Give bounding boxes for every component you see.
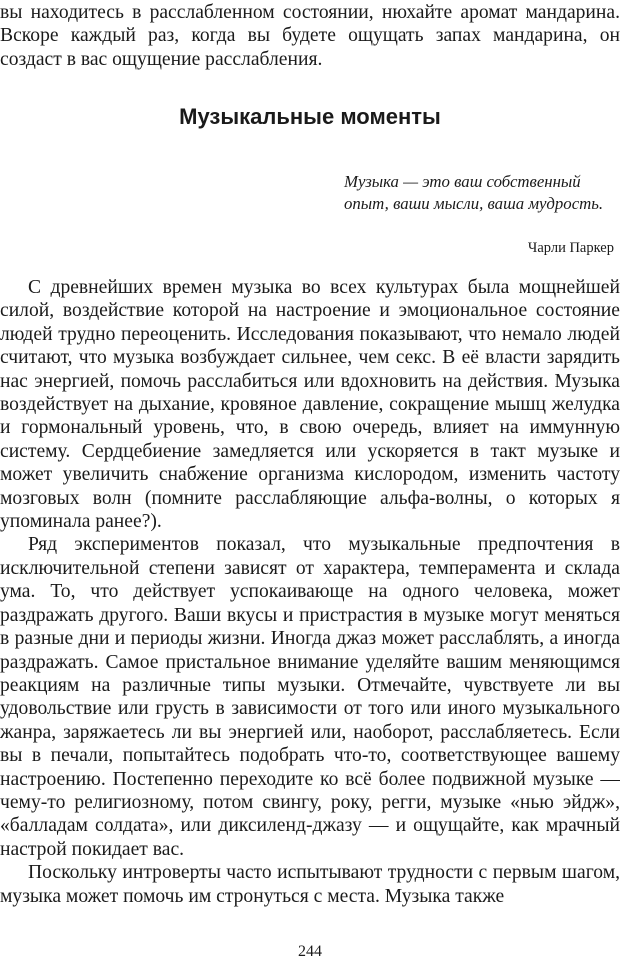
epigraph-quote: Музыка — это ваш собственный опыт, ваши мысли, ваша мудрость. bbox=[344, 172, 604, 213]
paragraph-1: С древнейших времен музыка во всех культурах была мощнейшей силой, воздействие которой на настроение и эмоциональное состояние людей трудно переоценить. Исследования показывают, что немало людей считают, что музыка возбуждает сильнее, чем секс. В её власти зарядить нас энергией, помочь расслабиться или вдохновить на действия. Музыка воздействует на дыхание, кровяное давление, сокращение мышц желудка и гормональный уровень, что, в свою очередь, влияет на иммунную систему. Сердцебиение замедляется или ускоряется в такт музыке и может увеличить снабжение организма кислородом, изменить частоту мозговых волн (помните расслабляющие альфа-волны, о которых я упоминала ранее?). bbox=[0, 277, 620, 533]
body-text bbox=[0, 276, 620, 908]
paragraph-2: Ряд экспериментов показал, что музыкальные предпочтения в исключительной степени зависят от характера, темперамента и склада ума. То, что действует успокаивающе на одного человека, может раздражать другого. Ваши вкусы и пристрастия в музыке могут меняться в разные дни и периоды жизни. Иногда джаз может расслаблять, а иногда раздражать. Самое пристальное внимание уделяйте вашим меняющимся реакциям на различные типы музыки. Отмечайте, чувствуете ли вы удовольствие или грусть в зависимости от того или иного музыкального жанра, заряжаетесь ли вы энергией или, наоборот, расслабляетесь. Если вы в печали, попытайтесь подобрать что-то, соответствующее вашему настроению. Постепенно переходите ко всё более подвижной музыке — чему-то религиозному, потом свингу, року, регги, музыке «нью эйдж», «балладам солдата», или диксиленд-джазу — и ощущайте, как мрачный настрой покидает вас. bbox=[0, 534, 620, 860]
epigraph-author: Чарли Паркер bbox=[527, 240, 614, 256]
continued-paragraph bbox=[0, 1, 620, 71]
section-title: Музыкальные моменты bbox=[179, 104, 441, 129]
paragraph-text: вы находитесь в расслабленном состоянии, нюхайте аромат мандарина. Вскоре каждый раз, когда вы будете ощущать запах мандарина, он создаст в вас ощущение расслабления. bbox=[0, 2, 620, 70]
page-number: 244 bbox=[298, 943, 322, 960]
paragraph-3: Поскольку интроверты часто испытывают трудности с первым шагом, музыка может помочь им стронуться с места. Музыка также bbox=[0, 862, 620, 907]
